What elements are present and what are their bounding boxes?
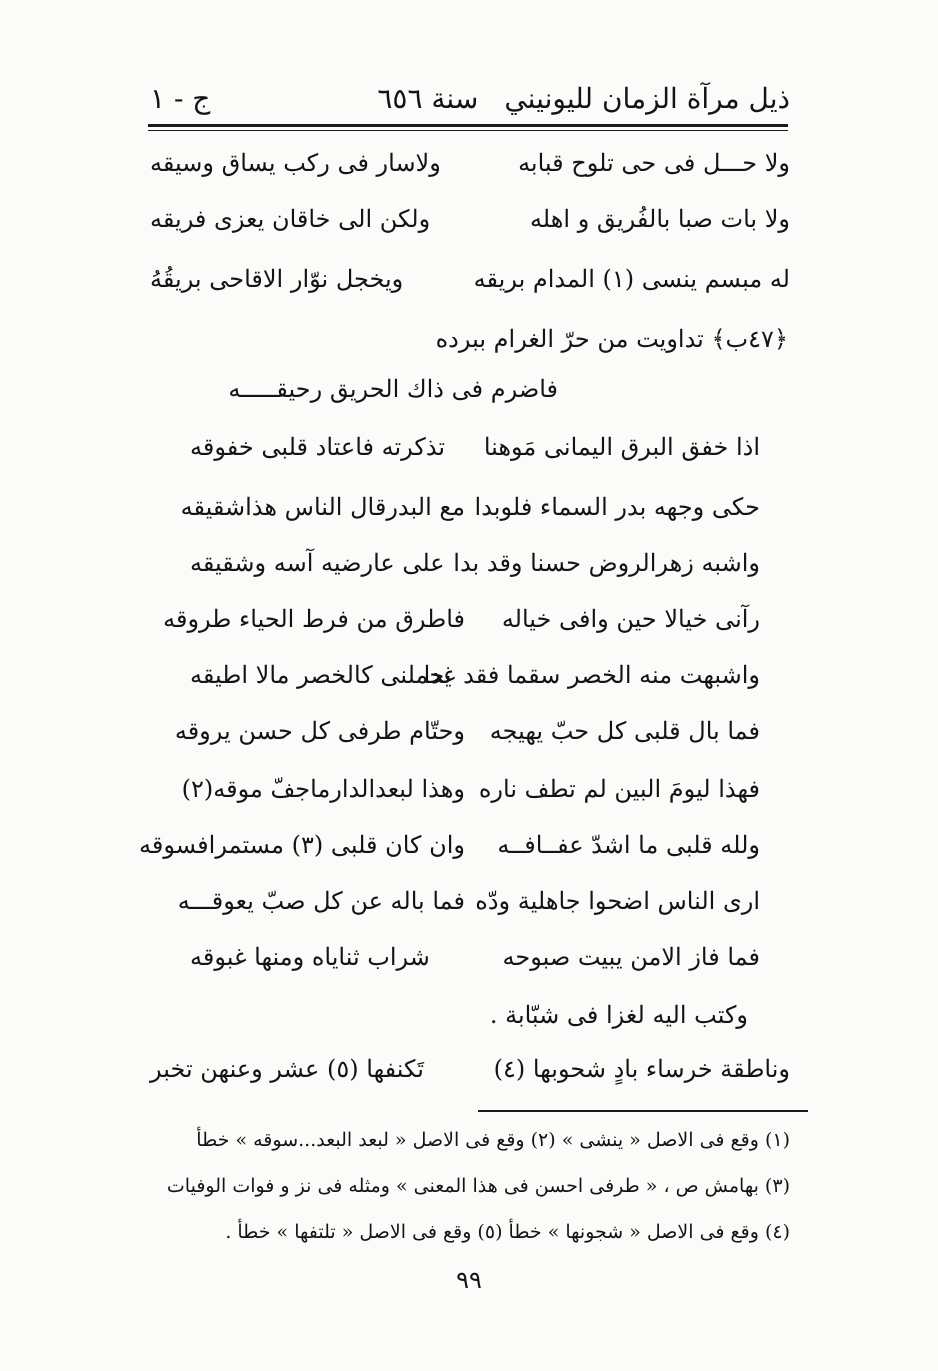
verse-line [190,650,760,700]
verse-second-hemistich: ويخجل نوّار الاقاحى بريقُهُ [150,265,404,293]
verse-second-hemistich: وان كان قلبى (٣) مستمرافسوقه [139,831,465,859]
verse-second-hemistich: فاطرق من فرط الحياء طروقه [163,605,465,633]
verse-line [190,932,760,982]
verse-first-hemistich: ولا حـــل فى حى تلوح قبابه [518,149,790,177]
verse-first-hemistich: وناطقة خرساء بادٍ شحوبها (٤) [493,1055,790,1083]
verse-first-hemistich: له مبسم ينسى (١) المدام بريقه [473,265,790,293]
verse-first-hemistich: واشبه زهرالروض حسنا وقد بدا [453,549,760,577]
verse-line [190,422,760,472]
verse-second-hemistich: تَكنفها (٥) عشر وعنهن تخبر [150,1055,424,1083]
verse-single-hemistich: فاضرم فى ذاك الحريق رحيقـــــه [228,375,558,403]
header-title-group [377,82,790,115]
year-label: سنة ٦٥٦ [377,81,479,115]
verse-first-hemistich: ارى الناس اضحوا جاهلية ودّه [475,887,760,915]
verse-line [150,194,790,244]
footnote-line: (١) وقع فى الاصل « ينشى » (٢) وقع فى الاصل « لبعد البعد...سوقه » خطأ [196,1129,790,1151]
verse-line [163,594,760,644]
verse-first-hemistich: فما فاز الامن يبيت صبوحه [502,943,760,971]
riddle-verse-line [150,1044,790,1094]
verse-second-hemistich: وهذا لبعدالدارماجفّ موقه(٢) [181,775,465,803]
verse-second-hemistich: شراب ثناياه ومنها غبوقه [190,943,430,971]
verse-second-hemistich: يحملنى كالخصر مالا اطيقه [190,661,452,689]
verse-line [139,820,760,870]
verse-first-hemistich: ولله قلبى ما اشدّ عفــافــه [497,831,760,859]
verse-second-hemistich: ولكن الى خاقان يعزى فريقه [150,205,431,233]
verse-first-hemistich: فما بال قلبى كل حبّ يهيجه [489,717,760,745]
verse-second-hemistich: تذكرته فاعتاد قلبى خفوقه [190,433,446,461]
verse-first-hemistich: واشبهت منه الخصر سقما فقد غدا [423,661,760,689]
verse-first-hemistich: حكى وجهه بدر السماء فلوبدا [474,493,760,521]
verse-first-hemistich: فهذا ليومَ البين لم تطف ناره [478,775,760,803]
header-rule-thin [148,130,788,131]
footnote-line: (٤) وقع فى الاصل « شجونها » خطأ (٥) وقع فى الاصل « تلتفها » خطأ . [225,1221,790,1243]
verse-second-hemistich: وحتّام طرفى كل حسن يروقه [174,717,465,745]
verse-line [150,138,790,188]
verse-second-hemistich: ولاسار فى ركب يساق وسيقه [150,149,441,177]
verse-line [190,538,760,588]
volume-label: ج - ١ [150,81,211,115]
prose-line: وكتب اليه لغزا فى شبّابة . [489,1001,748,1029]
verse-line [174,706,760,756]
footnote-line: (٣) بهامش ص ، « طرفى احسن فى هذا المعنى » ومثله فى نز و فوات الوفيات [166,1175,790,1197]
verse-single-hemistich: ﴿٤٧ب﴾ تداويت من حرّ الغرام ببرده [435,325,788,353]
verse-second-hemistich: مع البدرقال الناس هذاشقيقه [180,493,465,521]
verse-first-hemistich: ولا بات صبا بالفُريق و اهله [529,205,790,233]
footnote-rule [478,1110,808,1112]
verse-line [181,764,760,814]
header-rule-thick [148,124,788,127]
verse-second-hemistich: فما باله عن كل صبّ يعوقـــه [177,887,465,915]
page-number: ٩٩ [456,1266,482,1294]
verse-line [180,482,760,532]
running-header [150,74,790,122]
book-title: ذيل مرآة الزمان لليونيني [504,81,790,115]
verse-line [150,254,790,304]
verse-first-hemistich: اذا خفق البرق اليمانى مَوهنا [483,433,760,461]
verse-second-hemistich: على عارضيه آسه وشقيقه [190,549,445,577]
verse-first-hemistich: رآنى خيالا حين وافى خياله [501,605,760,633]
verse-line [177,876,760,926]
